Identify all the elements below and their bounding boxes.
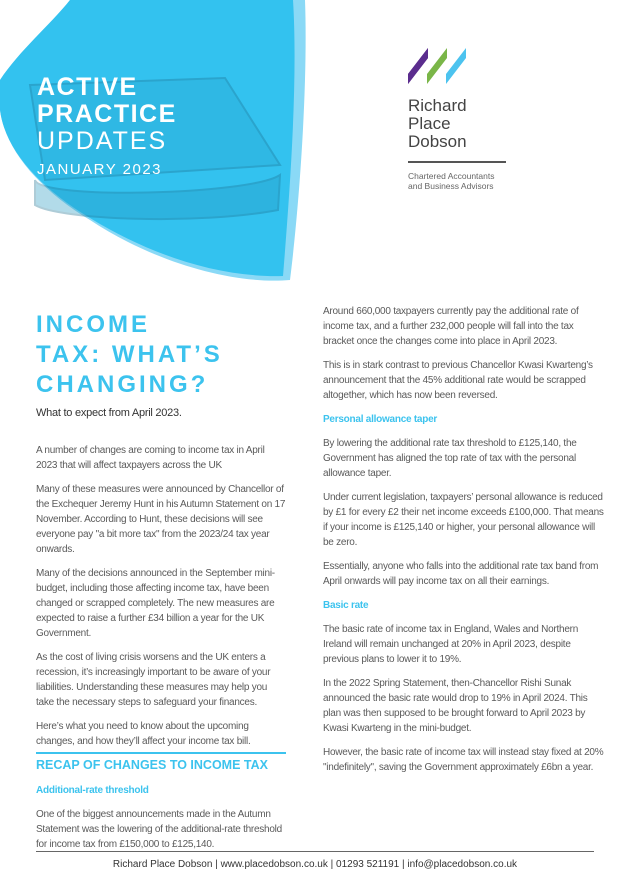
paragraph: As the cost of living crisis worsens and the UK enters a recession, it’s increasingly important to be aware of your liabilities. Understanding these measures may help you take the necessary steps to safeguard your finances. [36, 652, 271, 708]
masthead-line: PRACTICE [37, 100, 177, 128]
paragraph: Here’s what you need to know about the upcoming changes, and how they’ll affect your income tax bill. [36, 721, 251, 747]
logo-name: Dobson [408, 132, 467, 151]
newsletter-masthead [37, 74, 177, 178]
subheading: Additional-rate threshold [36, 785, 149, 796]
company-logo [408, 48, 506, 191]
logo-name: Richard [408, 96, 467, 115]
paragraph: Under current legislation, taxpayers’ personal allowance is reduced by £1 for every £2 their net income exceeds £100,000. That means if your income is £125,140 or higher, your personal allowance will be zero. [323, 492, 604, 548]
logo-tagline: and Business Advisors [408, 181, 494, 191]
subheading: Basic rate [323, 600, 369, 611]
right-column [323, 304, 605, 784]
paragraph: This is in stark contrast to previous Chancellor Kwasi Kwarteng’s announcement that the 45% additional rate would be scrapped altogether, which has now been reversed. [323, 360, 593, 401]
section-heading: RECAP OF CHANGES TO INCOME TAX [36, 752, 286, 773]
footer-contact: Richard Place Dobson | www.placedobson.co.uk | 01293 521191 | info@placedobson.co.uk [112, 859, 518, 870]
logo-name: Place [408, 114, 451, 133]
paragraph: The basic rate of income tax in England, Wales and Northern Ireland will remain unchanged at 20% in April 2023, despite previous plans to lower it to 19%. [323, 624, 579, 665]
subheading: Personal allowance taper [323, 414, 438, 425]
paragraph: However, the basic rate of income tax will instead stay fixed at 20% "indefinitely", saving the Government approximately £6bn a year. [323, 747, 604, 773]
article-title [36, 310, 286, 400]
paragraph: One of the biggest announcements made in the Autumn Statement was the lowering of the additional-rate threshold for income tax from £150,000 to £125,140. [36, 809, 282, 850]
paragraph: Many of these measures were announced by Chancellor of the Exchequer Jeremy Hunt in his Autumn Statement on 17 November. According to Hunt, these decisions will see everyone pay "a bit more tax" from the 2023/24 tax year onwards. [36, 484, 286, 555]
paragraph: In the 2022 Spring Statement, then-Chancellor Rishi Sunak announced the basic rate would drop to 19% in April 2024. This plan was then supposed to be brought forward to April 2023 by Kwasi Kwarteng in the mini-budget. [323, 678, 588, 734]
paragraph: Many of the decisions announced in the September mini-budget, including those affecting income tax, have been changed or scrapped completely. The new measures are expected to raise a further £34 billion a year for the UK Government. [36, 568, 275, 639]
paragraph: Essentially, anyone who falls into the additional rate tax band from April onwards will pay income tax on all their earnings. [323, 561, 599, 587]
logo-divider [408, 161, 506, 163]
left-column [36, 310, 286, 861]
footer-divider [36, 851, 594, 852]
paragraph: A number of changes are coming to income tax in April 2023 that will affect taxpayers across the UK [36, 445, 265, 471]
title-line: INCOME [36, 311, 150, 338]
masthead-line: UPDATES [37, 127, 168, 155]
article-subtitle: What to expect from April 2023. [36, 407, 182, 419]
masthead-line: ACTIVE [37, 73, 138, 101]
issue-date: JANUARY 2023 [37, 161, 163, 178]
paragraph: Around 660,000 taxpayers currently pay the additional rate of income tax, and a further 232,000 people will fall into the tax bracket once the changes come into place in April 2023. [323, 306, 579, 347]
logo-tagline: Chartered Accountants [408, 171, 495, 181]
logo-mark-icon [408, 48, 474, 84]
title-line: TAX: WHAT’S [36, 341, 223, 368]
title-line: CHANGING? [36, 371, 209, 398]
paragraph: By lowering the additional rate tax threshold to £125,140, the Government has aligned the top rate of tax with the personal allowance taper. [323, 438, 577, 479]
